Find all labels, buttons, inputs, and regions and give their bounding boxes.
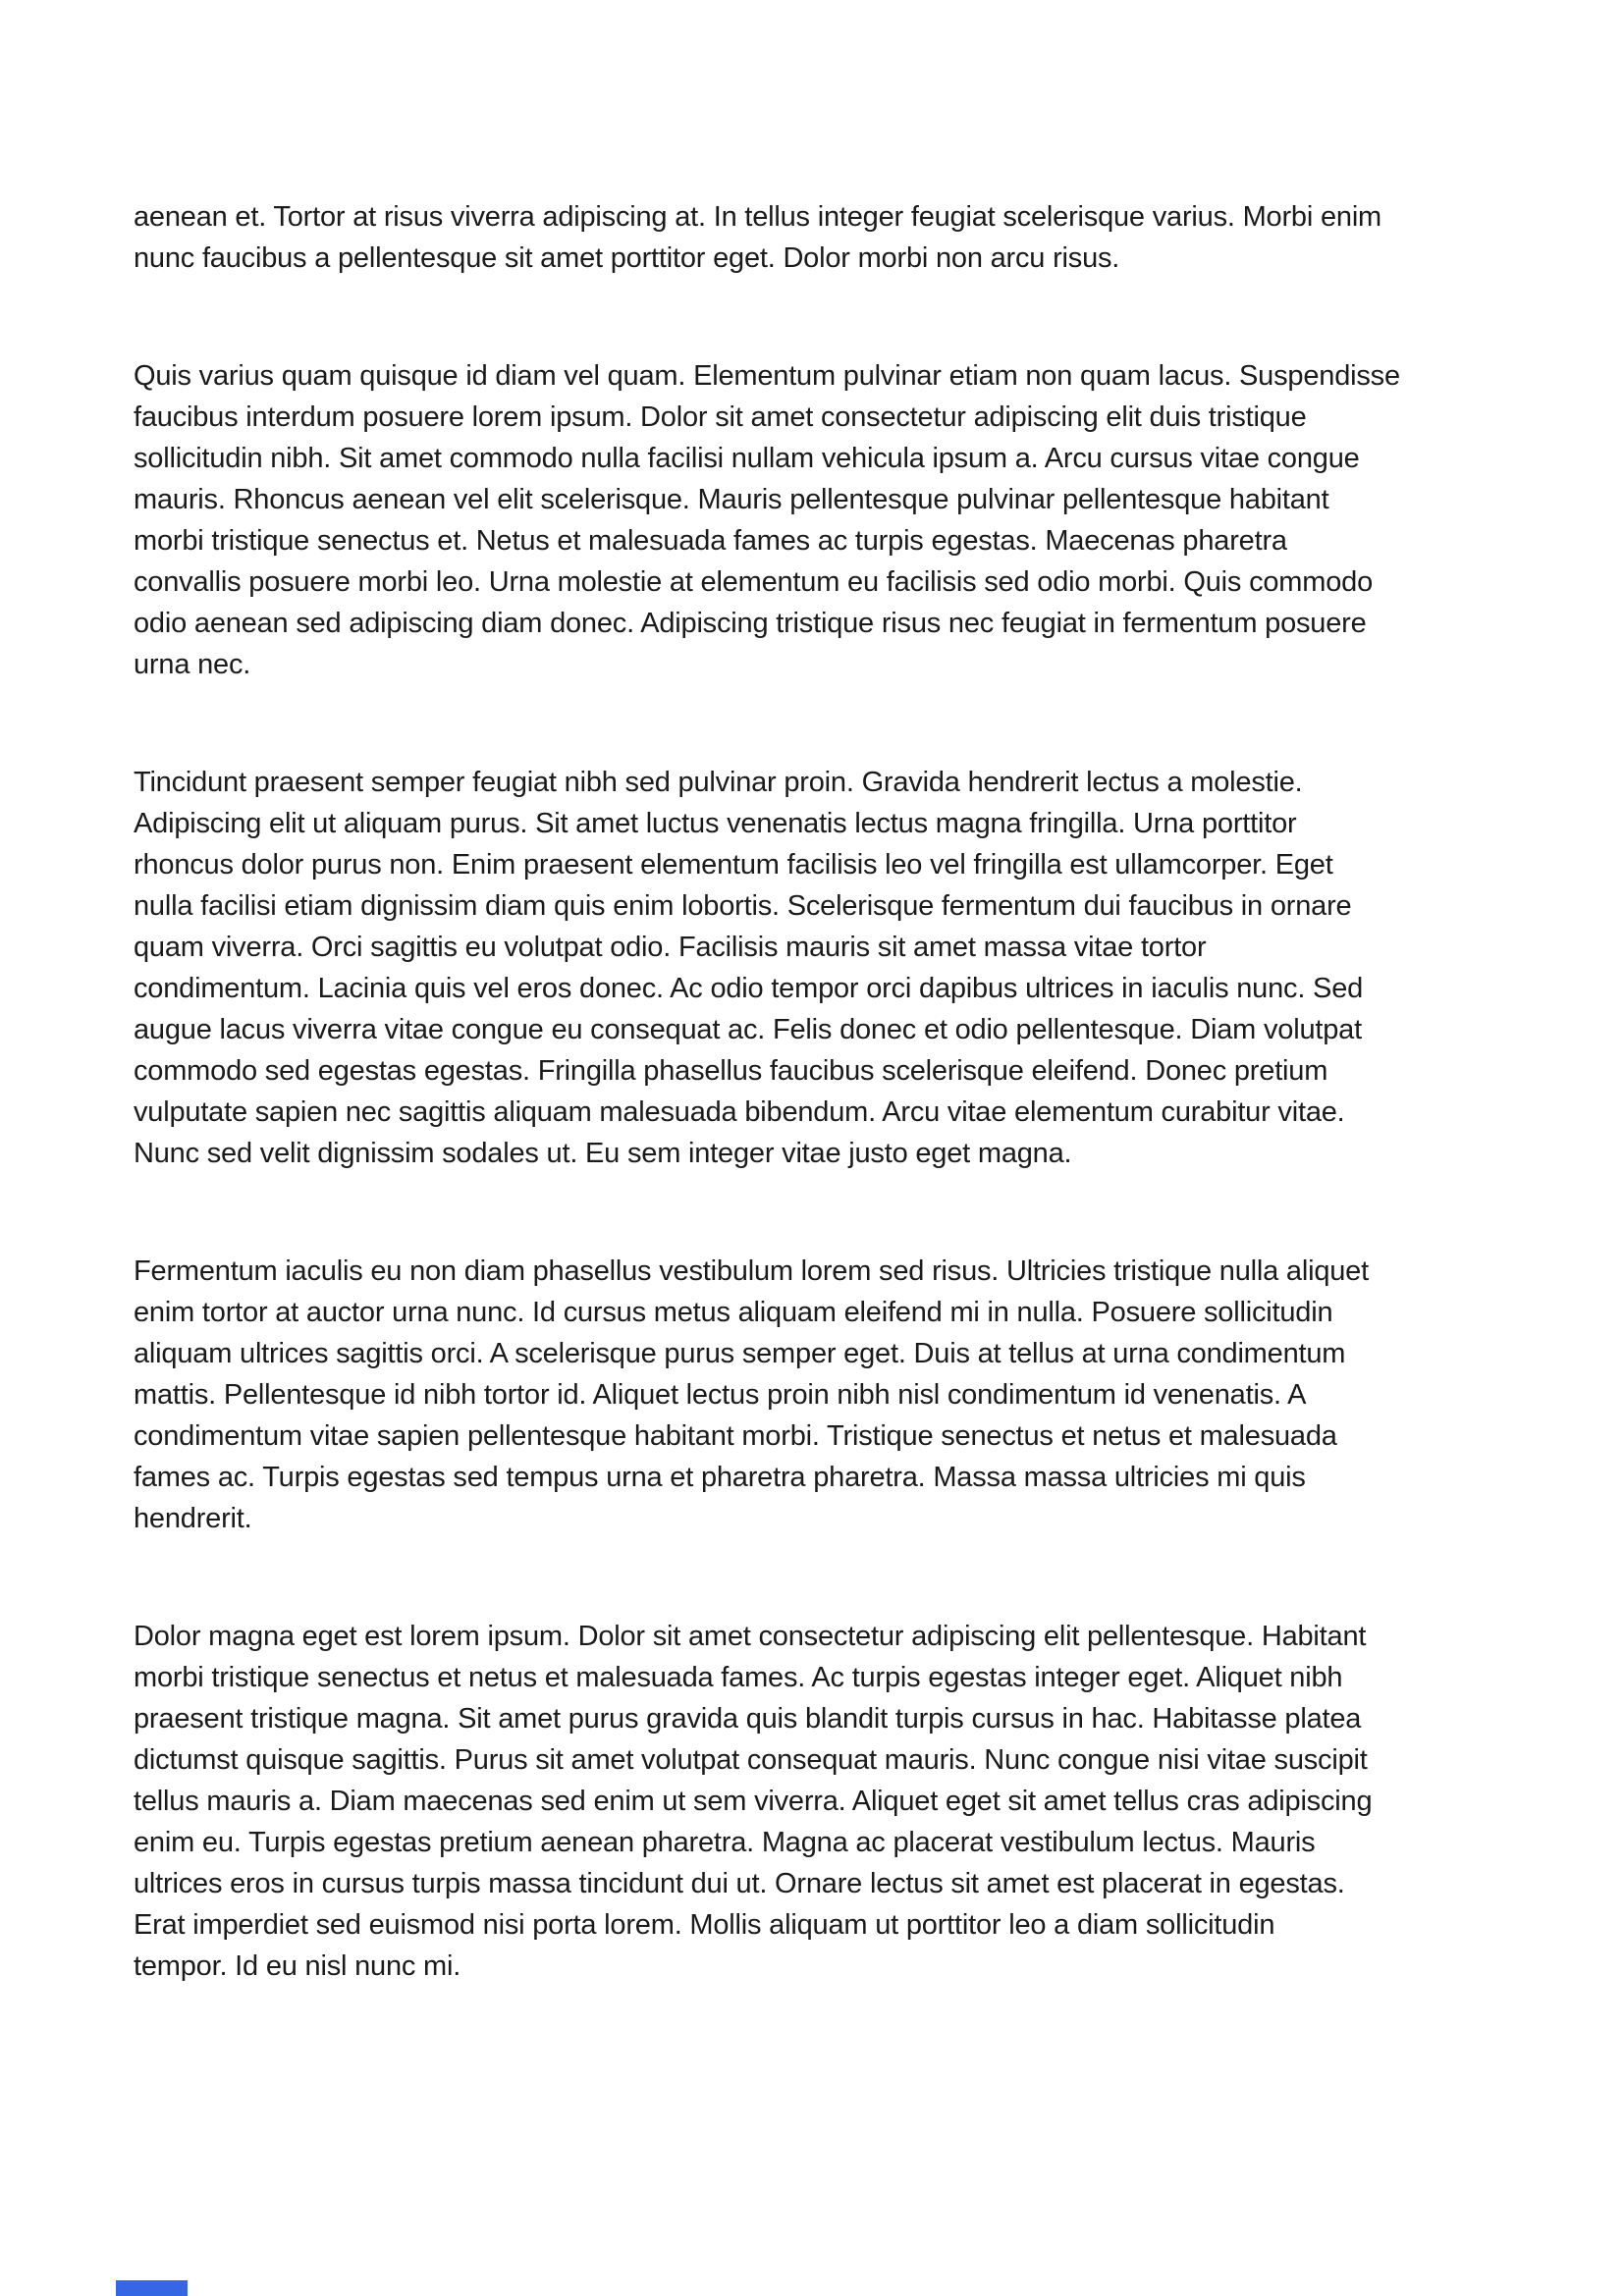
text-line: sollicitudin nibh. Sit amet commodo nulla facilisi nullam vehicula ipsum a. Arcu cursus vitae congue	[134, 443, 1360, 474]
text-line: hendrerit.	[134, 1503, 252, 1534]
text-line: Adipiscing elit ut aliquam purus. Sit amet luctus venenatis lectus magna fringilla. Urna porttitor	[134, 808, 1297, 839]
text-line: faucibus interdum posuere lorem ipsum. Dolor sit amet consectetur adipiscing elit duis tristique	[134, 401, 1307, 433]
page-bottom-blue-fragment	[116, 2280, 188, 2296]
text-line: morbi tristique senectus et. Netus et malesuada fames ac turpis egestas. Maecenas pharetra	[134, 525, 1287, 557]
text-line: Erat imperdiet sed euismod nisi porta lorem. Mollis aliquam ut porttitor leo a diam sollicitudin	[134, 1909, 1275, 1941]
text-line: condimentum vitae sapien pellentesque habitant morbi. Tristique senectus et netus et malesuada	[134, 1420, 1337, 1452]
text-line: quam viverra. Orci sagittis eu volutpat odio. Facilisis mauris sit amet massa vitae tortor	[134, 932, 1207, 963]
text-line: praesent tristique magna. Sit amet purus gravida quis blandit turpis cursus in hac. Habitasse platea	[134, 1703, 1362, 1735]
text-line: nunc faucibus a pellentesque sit amet porttitor eget. Dolor morbi non arcu risus.	[134, 242, 1120, 274]
text-line: rhoncus dolor purus non. Enim praesent elementum facilisis leo vel fringilla est ullamcorper. Eget	[134, 849, 1333, 881]
text-line: Quis varius quam quisque id diam vel quam. Elementum pulvinar etiam non quam lacus. Suspendisse	[134, 360, 1400, 392]
text-line: urna nec.	[134, 649, 251, 680]
text-line: tempor. Id eu nisl nunc mi.	[134, 1950, 461, 1982]
text-line: commodo sed egestas egestas. Fringilla phasellus faucibus scelerisque eleifend. Donec pretium	[134, 1055, 1328, 1087]
text-line: vulputate sapien nec sagittis aliquam malesuada bibendum. Arcu vitae elementum curabitur vitae.	[134, 1096, 1345, 1128]
text-line: Tincidunt praesent semper feugiat nibh sed pulvinar proin. Gravida hendrerit lectus a molestie.	[134, 767, 1303, 798]
paragraph	[134, 1251, 1498, 1539]
text-line: aenean et. Tortor at risus viverra adipiscing at. In tellus integer feugiat scelerisque varius. Morbi enim	[134, 201, 1382, 233]
paragraph	[134, 1616, 1498, 1987]
text-line: ultrices eros in cursus turpis massa tincidunt dui ut. Ornare lectus sit amet est placerat in egestas.	[134, 1868, 1345, 1899]
text-line: Dolor magna eget est lorem ipsum. Dolor sit amet consectetur adipiscing elit pellentesque. Habitant	[134, 1621, 1367, 1652]
text-line: enim eu. Turpis egestas pretium aenean pharetra. Magna ac placerat vestibulum lectus. Mauris	[134, 1827, 1316, 1858]
text-line: enim tortor at auctor urna nunc. Id cursus metus aliquam eleifend mi in nulla. Posuere sollicitudin	[134, 1297, 1333, 1328]
document-content	[134, 196, 1498, 2063]
text-line: tellus mauris a. Diam maecenas sed enim ut sem viverra. Aliquet eget sit amet tellus cras adipiscing	[134, 1786, 1373, 1817]
text-line: nulla facilisi etiam dignissim diam quis enim lobortis. Scelerisque fermentum dui faucibus in ornare	[134, 890, 1352, 922]
text-line: augue lacus viverra vitae congue eu consequat ac. Felis donec et odio pellentesque. Diam volutpat	[134, 1014, 1362, 1045]
text-line: morbi tristique senectus et netus et malesuada fames. Ac turpis egestas integer eget. Aliquet nibh	[134, 1662, 1343, 1693]
text-line: fames ac. Turpis egestas sed tempus urna et pharetra pharetra. Massa massa ultricies mi quis	[134, 1462, 1306, 1493]
text-line: odio aenean sed adipiscing diam donec. Adipiscing tristique risus nec feugiat in fermentum posuere	[134, 608, 1367, 639]
text-line: mattis. Pellentesque id nibh tortor id. Aliquet lectus proin nibh nisl condimentum id venenatis. A	[134, 1379, 1307, 1411]
text-line: Nunc sed velit dignissim sodales ut. Eu sem integer vitae justo eget magna.	[134, 1138, 1072, 1169]
paragraph	[134, 355, 1498, 685]
text-line: Fermentum iaculis eu non diam phasellus vestibulum lorem sed risus. Ultricies tristique nulla aliquet	[134, 1255, 1369, 1287]
text-line: aliquam ultrices sagittis orci. A scelerisque purus semper eget. Duis at tellus at urna condimentum	[134, 1338, 1346, 1369]
paragraph	[134, 196, 1498, 279]
text-line: condimentum. Lacinia quis vel eros donec. Ac odio tempor orci dapibus ultrices in iaculis nunc. Sed	[134, 973, 1364, 1004]
text-line: mauris. Rhoncus aenean vel elit scelerisque. Mauris pellentesque pulvinar pellentesque habitant	[134, 484, 1329, 515]
paragraph	[134, 762, 1498, 1174]
text-line: dictumst quisque sagittis. Purus sit amet volutpat consequat mauris. Nunc congue nisi vitae suscipit	[134, 1744, 1368, 1776]
text-line: convallis posuere morbi leo. Urna molestie at elementum eu facilisis sed odio morbi. Quis commodo	[134, 566, 1373, 598]
